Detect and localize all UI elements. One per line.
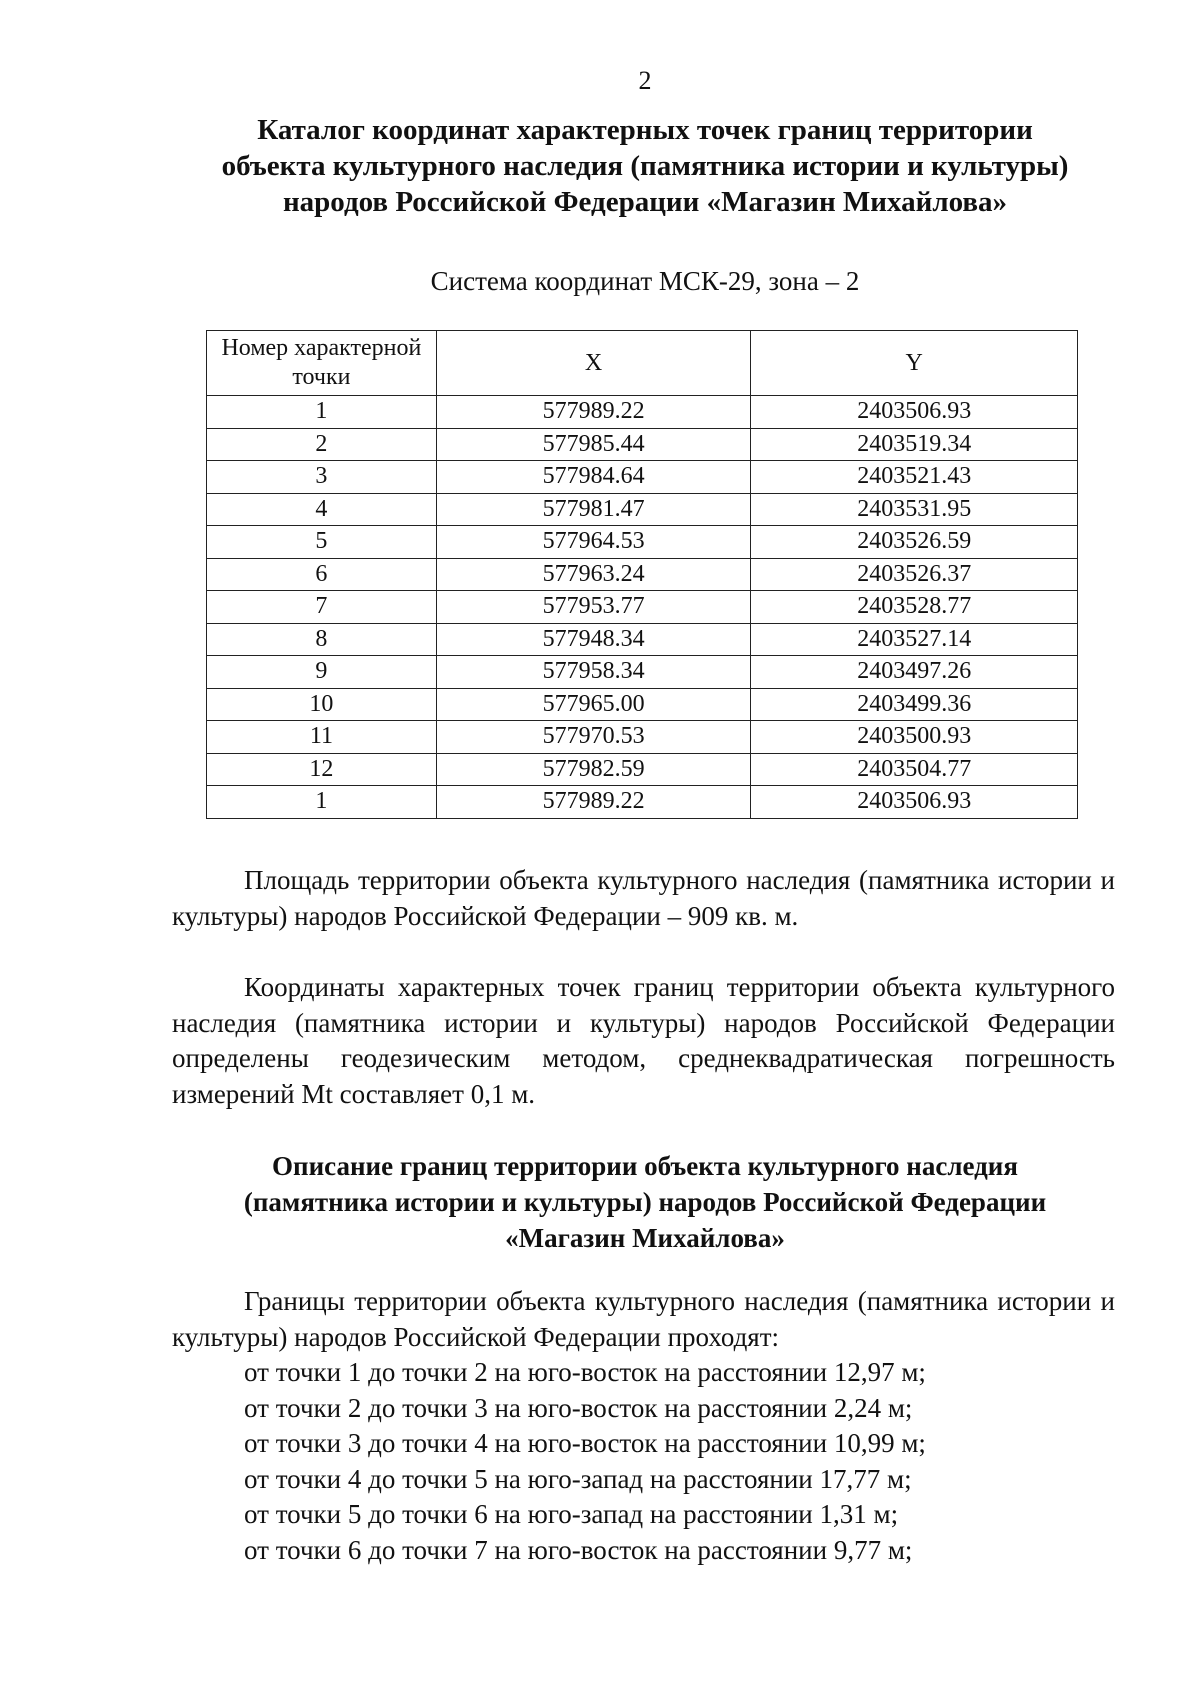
page-number: 2 (638, 66, 652, 95)
table-row (207, 396, 1078, 429)
list-item: от точки 6 до точки 7 на юго-восток на расстоянии 9,77 м; (244, 1534, 913, 1565)
boundary-intro-paragraph (172, 1284, 1115, 1355)
table-row (207, 623, 1078, 656)
cell-point: 1 (207, 786, 437, 819)
cell-y: 2403506.93 (751, 786, 1078, 819)
header-y: Y (751, 331, 1078, 396)
boundary-segments-list (244, 1355, 926, 1568)
cell-point: 11 (207, 721, 437, 754)
table-row (207, 721, 1078, 754)
cell-x: 577989.22 (436, 786, 751, 819)
cell-point: 5 (207, 526, 437, 559)
cell-x: 577982.59 (436, 753, 751, 786)
cell-point: 3 (207, 461, 437, 494)
list-item: от точки 5 до точки 6 на юго-запад на расстоянии 1,31 м; (244, 1499, 899, 1529)
coordinates-table (206, 330, 1078, 819)
cell-x: 577984.64 (436, 461, 751, 494)
cell-y: 2403526.37 (751, 558, 1078, 591)
catalog-title-line: Каталог координат характерных точек границ территории (257, 114, 1033, 146)
table-row (207, 591, 1078, 624)
table-row (207, 753, 1078, 786)
cell-y: 2403521.43 (751, 461, 1078, 494)
catalog-title (0, 112, 1200, 220)
cell-y: 2403526.59 (751, 526, 1078, 559)
cell-x: 577958.34 (436, 656, 751, 689)
coordinate-system-caption: Система координат МСК-29, зона – 2 (430, 266, 860, 296)
cell-point: 6 (207, 558, 437, 591)
description-title (0, 1148, 1200, 1256)
catalog-title-line: народов Российской Федерации «Магазин Михайлова» (282, 186, 1008, 218)
list-item: от точки 1 до точки 2 на юго-восток на расстоянии 12,97 м; (244, 1357, 926, 1387)
cell-x: 577963.24 (436, 558, 751, 591)
cell-point: 8 (207, 623, 437, 656)
table-row (207, 688, 1078, 721)
description-title-line: «Магазин Михайлова» (505, 1223, 785, 1253)
cell-y: 2403500.93 (751, 721, 1078, 754)
cell-y: 2403506.93 (751, 396, 1078, 429)
cell-point: 10 (207, 688, 437, 721)
cell-y: 2403519.34 (751, 428, 1078, 461)
cell-x: 577965.00 (436, 688, 751, 721)
cell-x: 577981.47 (436, 493, 751, 526)
method-paragraph-text: Координаты характерных точек границ территории объекта культурного наследия (памятника истории и культуры) народов Российской Федерации определены геодезическим методом, среднеквадратическая погрешность измерений Mt составляет 0,1 м. (172, 972, 1115, 1109)
cell-y: 2403528.77 (751, 591, 1078, 624)
cell-x: 577948.34 (436, 623, 751, 656)
catalog-title-line: объекта культурного наследия (памятника истории и культуры) (221, 150, 1069, 182)
cell-y: 2403527.14 (751, 623, 1078, 656)
list-item: от точки 3 до точки 4 на юго-восток на расстоянии 10,99 м; (244, 1428, 926, 1458)
boundary-intro-text: Границы территории объекта культурного наследия (памятника истории и культуры) народов Российской Федерации проходят: (172, 1286, 1115, 1352)
area-paragraph (172, 863, 1115, 934)
table-header-row (207, 331, 1078, 396)
cell-point: 9 (207, 656, 437, 689)
cell-y: 2403531.95 (751, 493, 1078, 526)
description-title-line: Описание границ территории объекта культурного наследия (272, 1151, 1018, 1181)
cell-x: 577970.53 (436, 721, 751, 754)
cell-point: 2 (207, 428, 437, 461)
table-row (207, 461, 1078, 494)
cell-x: 577964.53 (436, 526, 751, 559)
cell-y: 2403497.26 (751, 656, 1078, 689)
cell-x: 577989.22 (436, 396, 751, 429)
cell-x: 577953.77 (436, 591, 751, 624)
cell-y: 2403499.36 (751, 688, 1078, 721)
header-point-number: Номер характерной точки (207, 331, 437, 396)
list-item: от точки 4 до точки 5 на юго-запад на расстоянии 17,77 м; (244, 1463, 912, 1494)
table-row (207, 493, 1078, 526)
cell-y: 2403504.77 (751, 753, 1078, 786)
cell-point: 7 (207, 591, 437, 624)
cell-x: 577985.44 (436, 428, 751, 461)
table-row (207, 786, 1078, 819)
table-row (207, 428, 1078, 461)
cell-point: 12 (207, 753, 437, 786)
area-paragraph-text: Площадь территории объекта культурного наследия (памятника истории и культуры) народов Российской Федерации – 909 кв. м. (172, 865, 1115, 931)
table-row (207, 526, 1078, 559)
table-row (207, 558, 1078, 591)
cell-point: 1 (207, 396, 437, 429)
table-row (207, 656, 1078, 689)
description-title-line: (памятника истории и культуры) народов Российской Федерации (243, 1187, 1047, 1217)
method-paragraph (172, 970, 1115, 1112)
table-body (207, 396, 1078, 819)
header-x: X (436, 331, 751, 396)
list-item: от точки 2 до точки 3 на юго-восток на расстоянии 2,24 м; (244, 1392, 913, 1423)
cell-point: 4 (207, 493, 437, 526)
